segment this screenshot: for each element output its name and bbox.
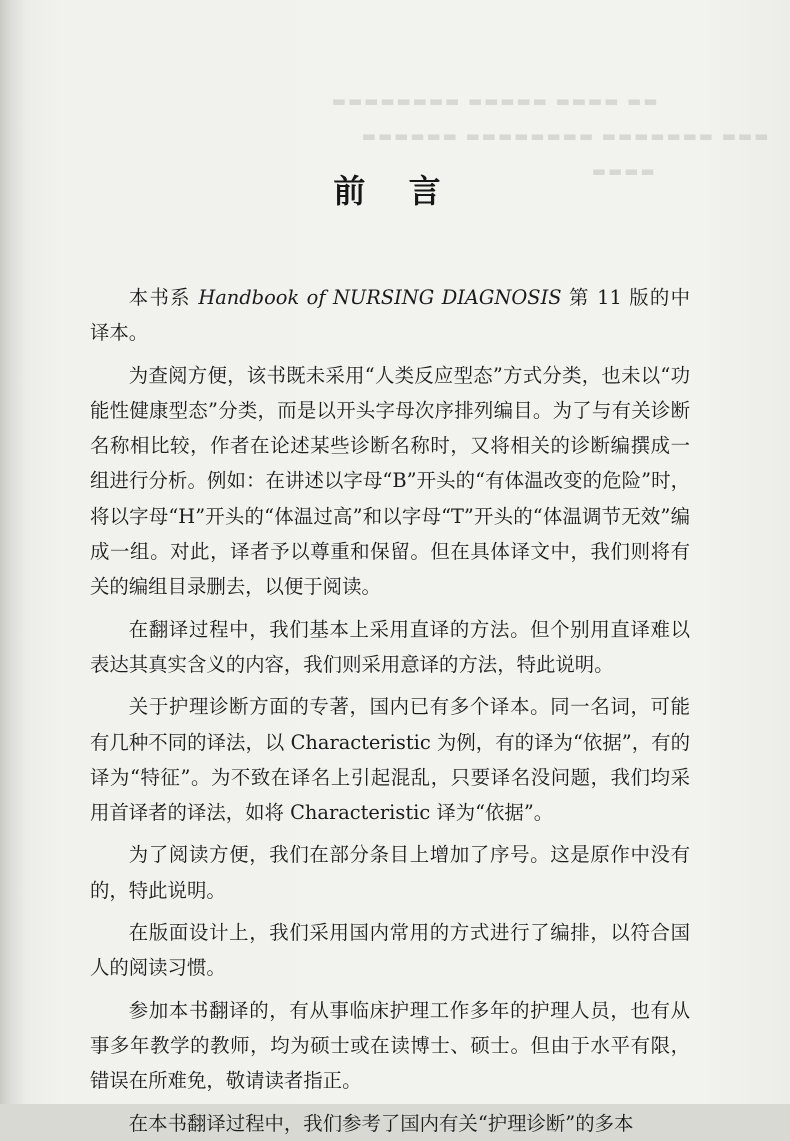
paragraph: 在本书翻译过程中，我们参考了国内有关“护理诊断”的多本 <box>128 1111 634 1135</box>
paragraph: 参加本书翻译的，有从事临床护理工作多年的护理人员，也有从事多年教学的教师，均为硕士或在读博士、硕士。但由于水平有限，错误在所难免，敬请读者指正。 <box>90 998 690 1093</box>
paragraph: 为了阅读方便，我们在部分条目上增加了序号。这是原作中没有的，特此说明。 <box>90 843 690 902</box>
preface-body <box>90 280 690 1141</box>
show-through-text: ▬▬▬▬ <box>590 162 655 180</box>
show-through-text: ▬▬▬ ▬▬▬▬▬▬▬ ▬▬▬▬▬▬▬▬ ▬▬▬▬▬▬ <box>360 127 769 145</box>
show-through-text: ▬▬ ▬▬▬▬ ▬▬▬▬▬ ▬▬▬▬▬▬▬▬ <box>330 92 658 110</box>
paragraph: 关于护理诊断方面的专著，国内已有多个译本。同一名词，可能有几种不同的译法，以 Characteristic 为例，有的译为“依据”，有的译为“特征”。为不致在译名上引起混乱，只要译名没问题，我们均采用首译者的译法，如将 Characteristic 译为“依据”。 <box>90 695 690 825</box>
english-book-title: Handbook of NURSING DIAGNOSIS <box>198 286 562 309</box>
paragraph <box>90 280 690 351</box>
paragraph: 为查阅方便，该书既未采用“人类反应型态”方式分类，也未以“功能性健康型态”分类，而是以开头字母次序排列编目。为了与有关诊断名称相比较，作者在论述某些诊断名称时，又将相关的诊断编撰成一组进行分析。例如：在讲述以字母“B”开头的“有体温改变的危险”时，将以字母“H”开头的“体温过高”和以字母“T”开头的“体温调节无效”编成一组。对此，译者予以尊重和保留。但在具体译文中，我们则将有关的编组目录删去，以便于阅读。 <box>90 363 690 599</box>
paragraph: 在版面设计上，我们采用国内常用的方式进行了编排，以符合国人的阅读习惯。 <box>90 921 690 980</box>
paragraph-text-end: 第 11 版的中译本。 <box>90 286 690 345</box>
paragraph-text-start: 本书系 <box>128 286 199 309</box>
page-title: 前 言 <box>333 172 457 210</box>
paragraph: 在翻译过程中，我们基本上采用直译的方法。但个别用直译难以表达其真实含义的内容，我们则采用意译的方法，特此说明。 <box>90 617 690 676</box>
